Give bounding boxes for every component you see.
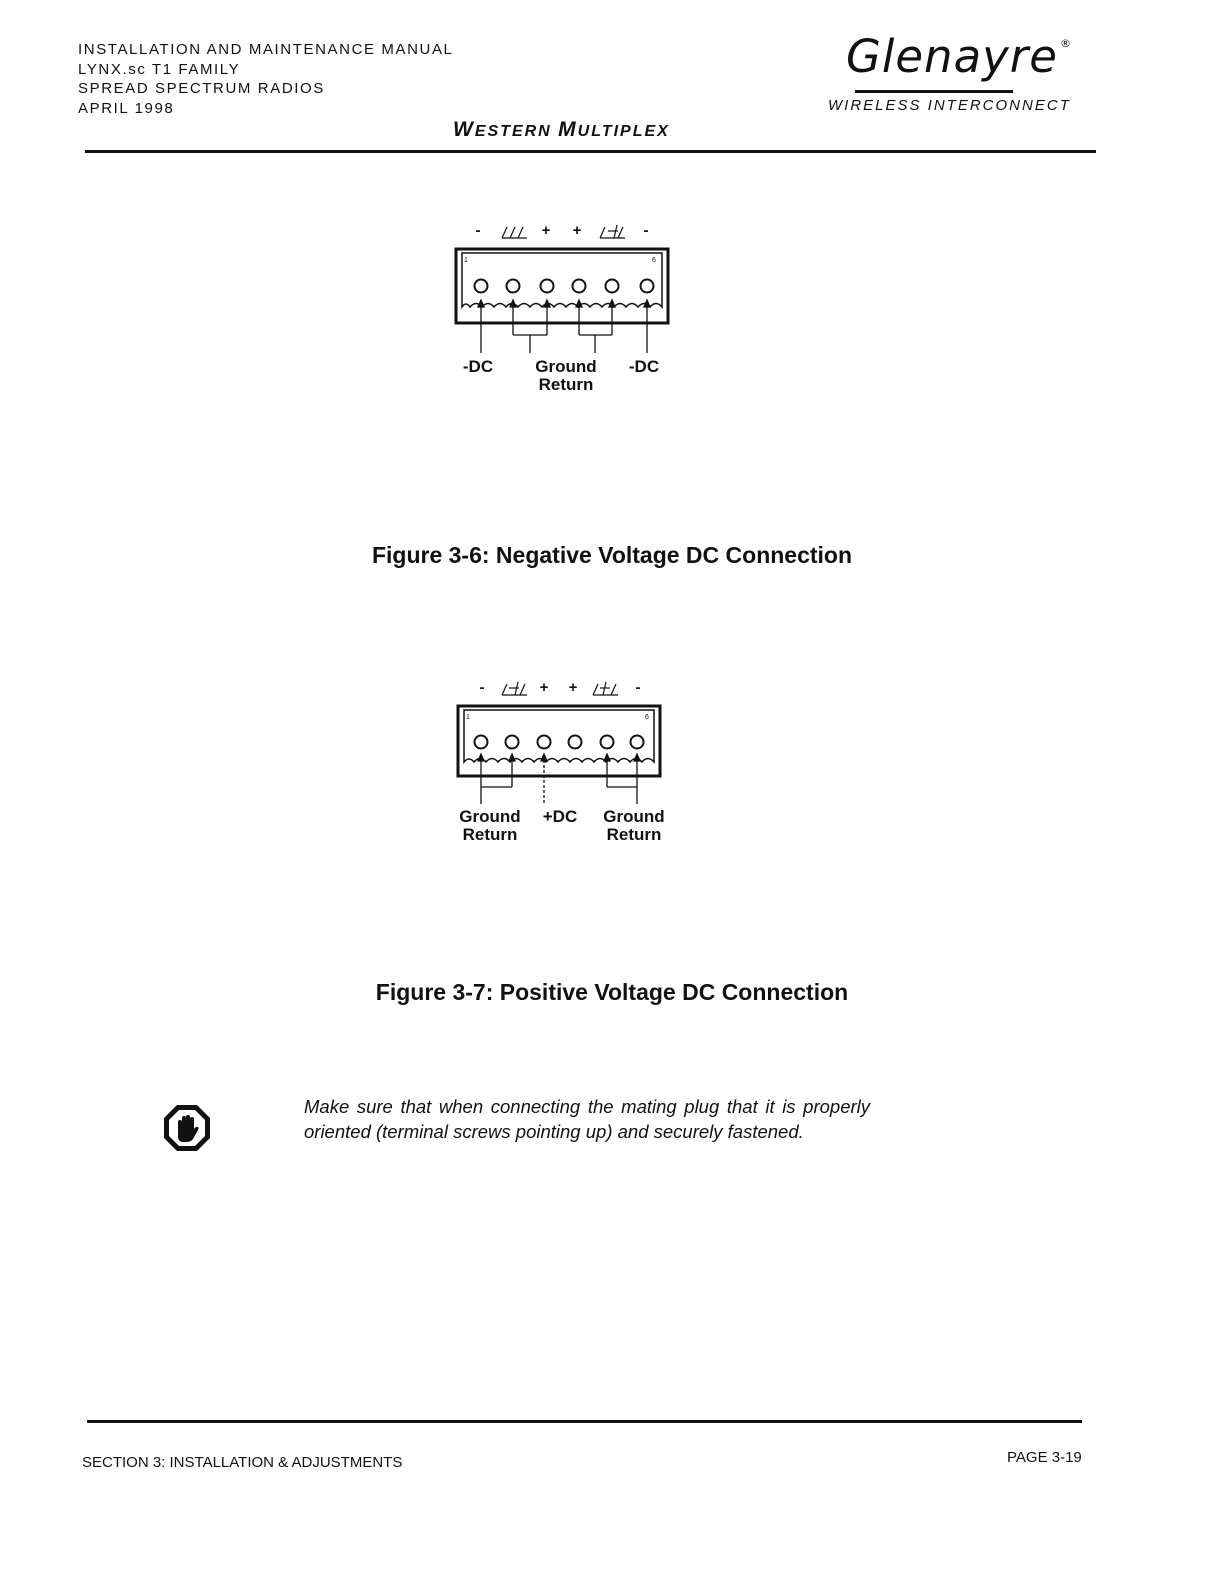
label-ground-return-right: Ground bbox=[603, 807, 665, 826]
ground-symbol-icon bbox=[600, 225, 625, 238]
stop-hand-icon bbox=[162, 1103, 212, 1153]
pin-number-6: 6 bbox=[645, 714, 649, 721]
terminal-5 bbox=[606, 280, 619, 293]
pin-number-1: 1 bbox=[464, 257, 468, 264]
pin-symbol-minus: - bbox=[643, 222, 649, 239]
figure-3-7-diagram bbox=[440, 672, 680, 862]
terminal-6 bbox=[641, 280, 654, 293]
footer-section: SECTION 3: INSTALLATION & ADJUSTMENTS bbox=[82, 1454, 403, 1471]
header-line: SPREAD SPECTRUM RADIOS bbox=[78, 80, 325, 97]
terminal-2 bbox=[507, 280, 520, 293]
terminal-4 bbox=[573, 280, 586, 293]
positive-dc-connector-diagram bbox=[440, 672, 680, 862]
terminal-6 bbox=[631, 736, 644, 749]
header-rule bbox=[85, 150, 1096, 153]
glenayre-logo bbox=[846, 30, 1072, 83]
label-ground-return-right: Return bbox=[606, 825, 662, 844]
pin-symbol-plus: + bbox=[541, 222, 551, 239]
brand-tagline: WIRELESS INTERCONNECT bbox=[828, 97, 1071, 114]
footer-rule bbox=[87, 1420, 1082, 1423]
terminal-4 bbox=[569, 736, 582, 749]
caution-note: Make sure that when connecting the mating plug that it is properly oriented (terminal screws pointing up) and securely fastened. bbox=[304, 1096, 870, 1142]
figure-3-7-caption: Figure 3-7: Positive Voltage DC Connection bbox=[375, 979, 849, 1005]
page-number: PAGE 3-19 bbox=[1007, 1449, 1082, 1466]
terminal-1 bbox=[475, 736, 488, 749]
terminal-3 bbox=[541, 280, 554, 293]
chassis-ground-symbol-icon bbox=[593, 682, 618, 695]
figure-3-6-diagram bbox=[440, 215, 680, 405]
negative-dc-connector-diagram bbox=[440, 215, 680, 405]
label-ground-return-left: Return bbox=[462, 825, 518, 844]
label-plus-dc: +DC bbox=[542, 807, 578, 826]
pin-symbol-plus: + bbox=[539, 679, 549, 696]
label-ground-return-left: Ground bbox=[459, 807, 521, 826]
pin-symbol-plus: + bbox=[572, 222, 582, 239]
pin-symbol-minus: - bbox=[479, 679, 485, 696]
label-ground-return: Return bbox=[538, 375, 594, 394]
label-ground-return: Ground bbox=[535, 357, 597, 376]
pin-symbol-plus: + bbox=[568, 679, 578, 696]
header-line: APRIL 1998 bbox=[78, 99, 175, 117]
figure-3-6-caption: Figure 3-6: Negative Voltage DC Connection bbox=[371, 542, 853, 568]
company-name: WESTERN MULTIPLEX bbox=[453, 118, 670, 141]
chassis-ground-symbol-icon bbox=[502, 227, 527, 238]
ground-symbol-icon bbox=[502, 682, 527, 695]
logo-underline bbox=[855, 90, 1013, 93]
terminal-1 bbox=[475, 280, 488, 293]
registered-mark: ® bbox=[1059, 37, 1072, 50]
pin-symbol-minus: - bbox=[635, 679, 641, 696]
brand-name: Glenayre bbox=[846, 30, 1058, 83]
header-line: LYNX.sc T1 FAMILY bbox=[78, 60, 241, 78]
label-minus-dc-left: -DC bbox=[462, 357, 494, 376]
terminal-3 bbox=[538, 736, 551, 749]
pin-number-6: 6 bbox=[652, 257, 656, 264]
terminal-2 bbox=[506, 736, 519, 749]
pin-number-1: 1 bbox=[466, 714, 470, 721]
header-line: INSTALLATION AND MAINTENANCE MANUAL bbox=[78, 41, 454, 58]
label-minus-dc-right: -DC bbox=[628, 357, 660, 376]
pin-symbol-minus: - bbox=[475, 222, 481, 239]
terminal-5 bbox=[601, 736, 614, 749]
document-header bbox=[78, 40, 454, 118]
